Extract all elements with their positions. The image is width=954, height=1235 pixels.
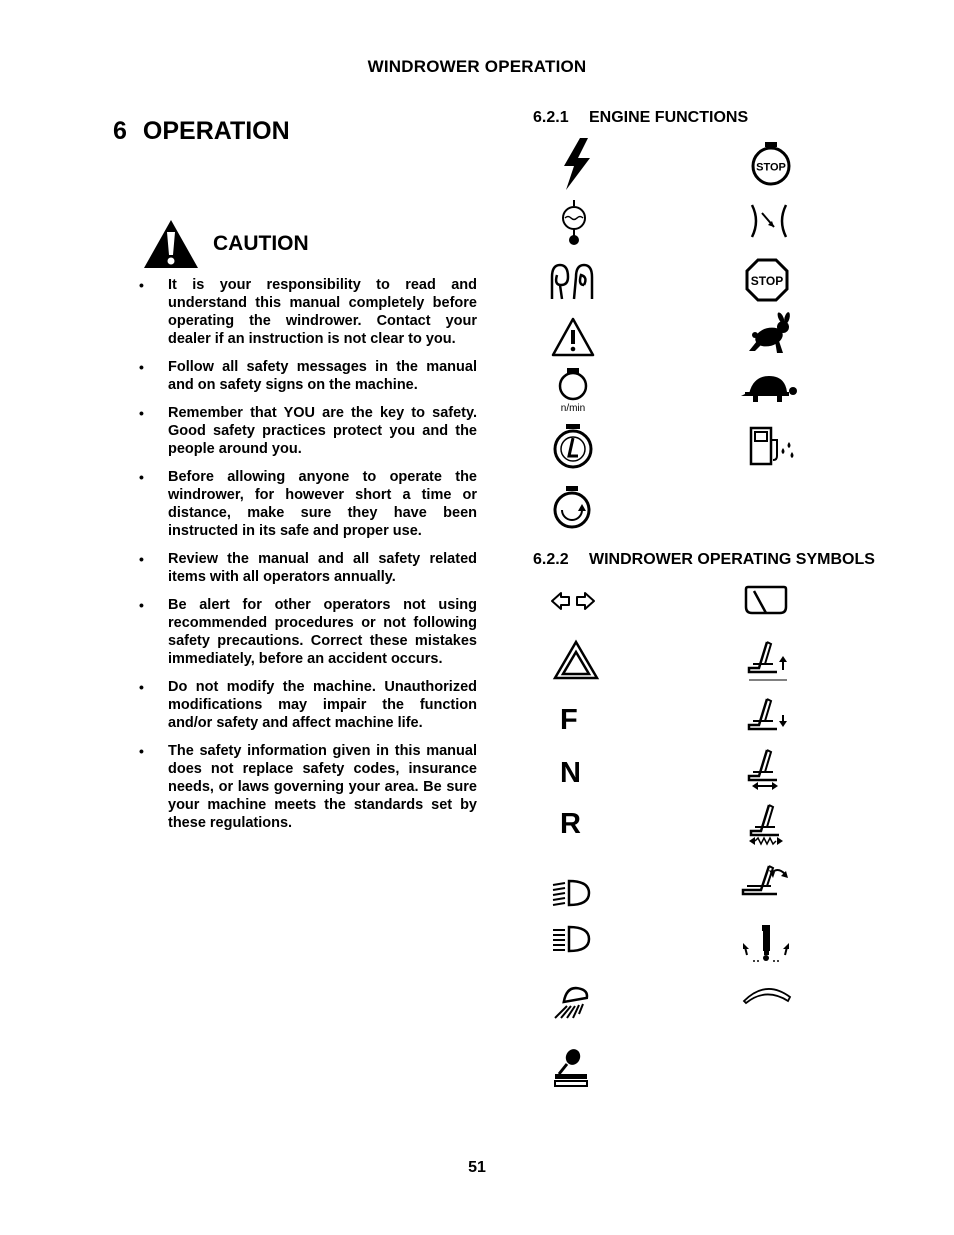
turtle-slow-speed-icon bbox=[741, 374, 797, 404]
engine-hours-icon bbox=[552, 424, 596, 470]
page-number: 51 bbox=[468, 1159, 486, 1176]
section-heading-operating-symbols bbox=[533, 551, 875, 569]
caution-item: • Review the manual and all safety related items with all operators annually. bbox=[139, 550, 477, 586]
engine-speed-icon bbox=[553, 368, 595, 414]
work-light-icon bbox=[551, 986, 591, 1020]
caution-list bbox=[139, 276, 477, 842]
warning-triangle-icon bbox=[143, 218, 199, 270]
fuel-pump-icon bbox=[749, 426, 797, 466]
caution-item: • Do not modify the machine. Unauthorized modifications may impair the function and/or safety and affect machine life. bbox=[139, 678, 477, 732]
caution-label: CAUTION bbox=[213, 232, 309, 255]
chapter-title-text: OPERATION bbox=[142, 117, 290, 145]
running-header: WINDROWER OPERATION bbox=[367, 57, 587, 76]
chapter-number: 6 bbox=[113, 117, 127, 145]
glow-plug-preheat-icon bbox=[548, 263, 596, 301]
section-number: 6.2.1 bbox=[533, 109, 569, 126]
joystick-control-icon bbox=[553, 1048, 591, 1088]
electrical-power-icon bbox=[558, 138, 594, 190]
chapter-title bbox=[113, 117, 290, 146]
section-number: 6.2.2 bbox=[533, 551, 569, 568]
caution-item: • The safety information given in this manual does not replace safety codes, insurance needs, or laws governing your area. Be sure your machine meets the standards set by these regulations. bbox=[139, 742, 477, 832]
warning-triangle-icon bbox=[551, 317, 595, 357]
rabbit-fast-speed-icon bbox=[747, 313, 795, 355]
air-filter-restriction-icon bbox=[748, 203, 790, 239]
neutral-gear-icon: N bbox=[560, 757, 581, 789]
headlight-low-beam-icon bbox=[551, 878, 591, 908]
section-heading-engine-functions bbox=[533, 109, 748, 127]
reel-speed-icon bbox=[742, 983, 794, 1005]
header-float-icon bbox=[741, 923, 795, 963]
caution-item: • Before allowing anyone to operate the windrower, for however short a time or distance, make sure they have been instructed in its safe and proper use. bbox=[139, 468, 477, 540]
section-title: WINDROWER OPERATING SYMBOLS bbox=[589, 551, 875, 568]
seat-lower-icon bbox=[747, 697, 791, 733]
windshield-wiper-icon bbox=[744, 585, 788, 619]
caution-item: • Be alert for other operators not using recommended procedures or not following safety precautions. Correct these mistakes immediately, before an accident occurs. bbox=[139, 596, 477, 668]
engine-start-icon bbox=[552, 486, 594, 532]
seat-fore-aft-icon bbox=[747, 748, 787, 790]
hazard-warning-icon bbox=[553, 640, 599, 680]
seat-suspension-icon bbox=[747, 803, 787, 845]
caution-item: • Remember that YOU are the key to safety. Good safety practices protect you and the people around you. bbox=[139, 404, 477, 458]
headlight-high-beam-icon bbox=[551, 925, 591, 953]
engine-coolant-temperature-icon bbox=[560, 200, 588, 246]
forward-gear-icon: F bbox=[560, 704, 578, 736]
engine-stop-text: STOP bbox=[756, 161, 786, 174]
stop-octagon-text: STOP bbox=[750, 274, 784, 288]
stop-octagon-icon bbox=[745, 258, 789, 302]
caution-item: • Follow all safety messages in the manual and on safety signs on the machine. bbox=[139, 358, 477, 394]
seat-raise-icon bbox=[747, 640, 791, 682]
seat-recline-icon bbox=[741, 862, 791, 898]
engine-stop-icon bbox=[749, 142, 793, 186]
engine-speed-text: n/min bbox=[560, 403, 586, 414]
caution-item: • It is your responsibility to read and understand this manual completely before operating the windrower. Contact your dealer if an instruction is not clear to you. bbox=[139, 276, 477, 348]
turn-signal-arrows-icon bbox=[550, 591, 596, 611]
reverse-gear-icon: R bbox=[560, 808, 581, 840]
section-title: ENGINE FUNCTIONS bbox=[589, 109, 749, 126]
